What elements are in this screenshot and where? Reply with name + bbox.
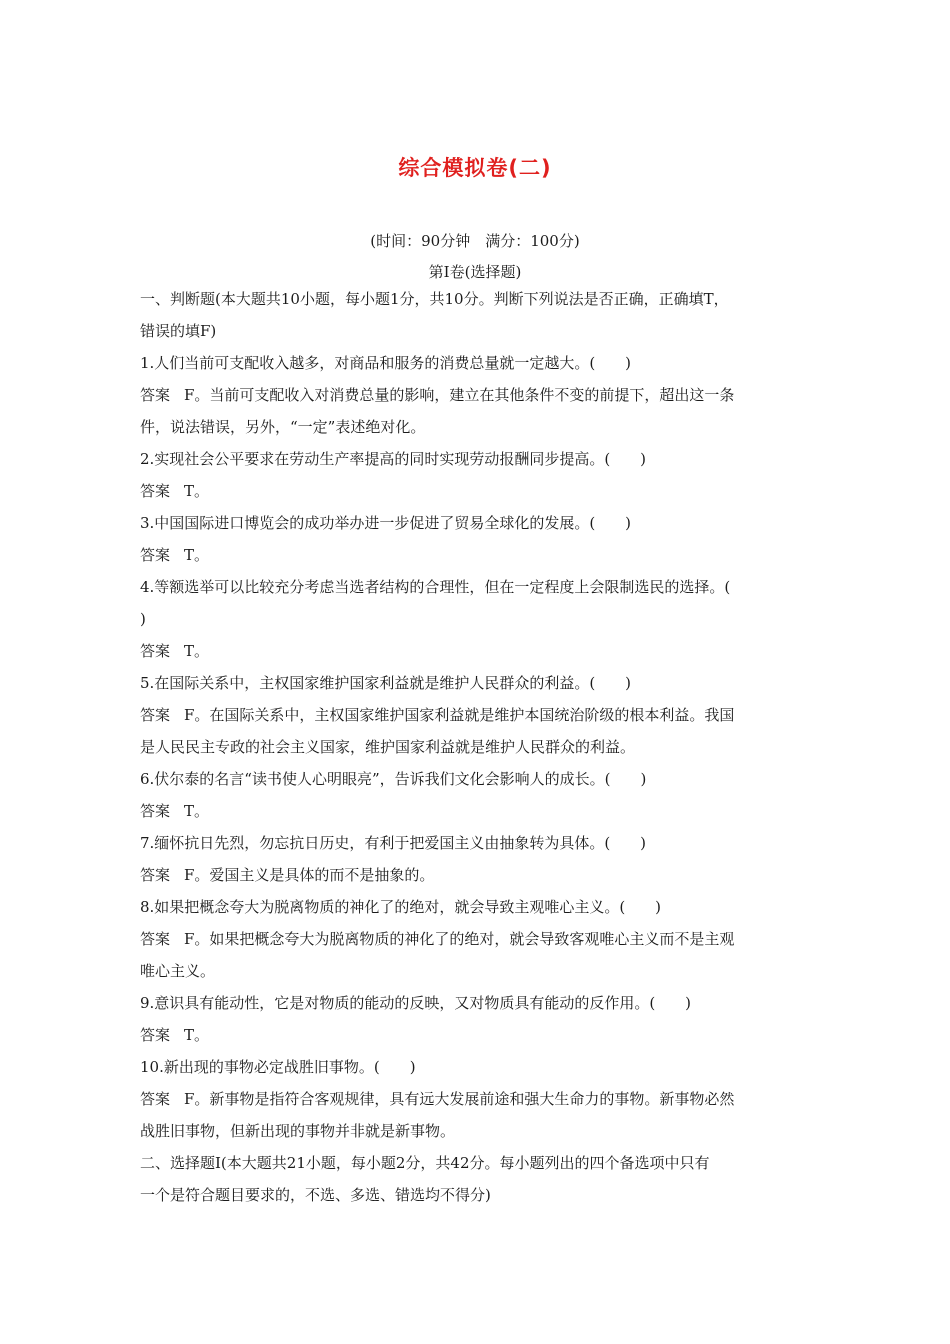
text-line: 战胜旧事物，但新出现的事物并非就是新事物。 (140, 1122, 456, 1140)
answer-line (140, 1083, 812, 1115)
text-line: 是人民民主专政的社会主义国家，维护国家利益就是维护人民群众的利益。 (140, 738, 636, 756)
document-body (140, 283, 812, 1211)
answer-line (140, 1019, 812, 1051)
text-line: 一、判断题(本大题共10小题，每小题1分，共10分。判断下列说法是否正确，正确填T， (140, 290, 729, 308)
text-line: ) (140, 610, 146, 628)
text-line: 2.实现社会公平要求在劳动生产率提高的同时实现劳动报酬同步提高。( ) (140, 450, 647, 468)
answer-text: F。新事物是指符合客观规律，具有远大发展前途和强大生命力的事物。新事物必然 (184, 1090, 735, 1108)
answer-label: 答案 (140, 930, 171, 948)
document-title: 综合模拟卷(二) (398, 156, 552, 180)
text-line: 错误的填F) (140, 322, 217, 340)
text-line: 3.中国国际进口博览会的成功举办进一步促进了贸易全球化的发展。( ) (140, 514, 632, 532)
text-line: 一个是符合题目要求的，不选、多选、错选均不得分) (140, 1186, 491, 1204)
text-line: 5.在国际关系中，主权国家维护国家利益就是维护人民群众的利益。( ) (140, 674, 632, 692)
answer-text: T。 (184, 1026, 210, 1044)
text-line: 4.等额选举可以比较充分考虑当选者结构的合理性，但在一定程度上会限制选民的选择。( (140, 578, 731, 596)
text-line: 6.伏尔泰的名言“读书使人心明眼亮”，告诉我们文化会影响人的成长。( ) (140, 770, 647, 788)
answer-label: 答案 (140, 866, 171, 884)
text-line: 唯心主义。 (140, 962, 216, 980)
answer-line (140, 635, 812, 667)
answer-label: 答案 (140, 642, 171, 660)
answer-text: F。当前可支配收入对消费总量的影响，建立在其他条件不变的前提下，超出这一条 (184, 386, 735, 404)
text-line: 件，说法错误，另外，“一定”表述绝对化。 (140, 418, 426, 436)
text-line: 9.意识具有能动性，它是对物质的能动的反映，又对物质具有能动的反作用。( ) (140, 994, 692, 1012)
answer-text: T。 (184, 546, 210, 564)
answer-text: F。如果把概念夸大为脱离物质的神化了的绝对，就会导致客观唯心主义而不是主观 (184, 930, 735, 948)
answer-line (140, 923, 812, 955)
text-line: 1.人们当前可支配收入越多，对商品和服务的消费总量就一定越大。( ) (140, 354, 632, 372)
answer-label: 答案 (140, 1090, 171, 1108)
answer-label: 答案 (140, 1026, 171, 1044)
text-line: 10.新出现的事物必定战胜旧事物。( ) (140, 1058, 416, 1076)
answer-text: F。在国际关系中，主权国家维护国家利益就是维护本国统治阶级的根本利益。我国 (184, 706, 735, 724)
part-heading: 第Ⅰ卷(选择题) (428, 263, 522, 281)
answer-text: F。爱国主义是具体的而不是抽象的。 (184, 866, 435, 884)
answer-text: T。 (184, 642, 210, 660)
answer-label: 答案 (140, 386, 171, 404)
answer-label: 答案 (140, 706, 171, 724)
answer-line (140, 539, 812, 571)
answer-line (140, 699, 812, 731)
answer-text: T。 (184, 802, 210, 820)
text-line: 8.如果把概念夸大为脱离物质的神化了的绝对，就会导致主观唯心主义。( ) (140, 898, 662, 916)
text-line: 二、选择题Ⅰ(本大题共21小题，每小题2分，共42分。每小题列出的四个备选项中只有 (140, 1154, 710, 1172)
answer-line (140, 475, 812, 507)
answer-line (140, 859, 812, 891)
text-line: 7.缅怀抗日先烈，勿忘抗日历史，有利于把爱国主义由抽象转为具体。( ) (140, 834, 647, 852)
answer-label: 答案 (140, 482, 171, 500)
answer-line (140, 379, 812, 411)
answer-label: 答案 (140, 546, 171, 564)
answer-text: T。 (184, 482, 210, 500)
answer-line (140, 795, 812, 827)
answer-label: 答案 (140, 802, 171, 820)
exam-time-score: (时间：90分钟 满分：100分) (370, 232, 580, 250)
